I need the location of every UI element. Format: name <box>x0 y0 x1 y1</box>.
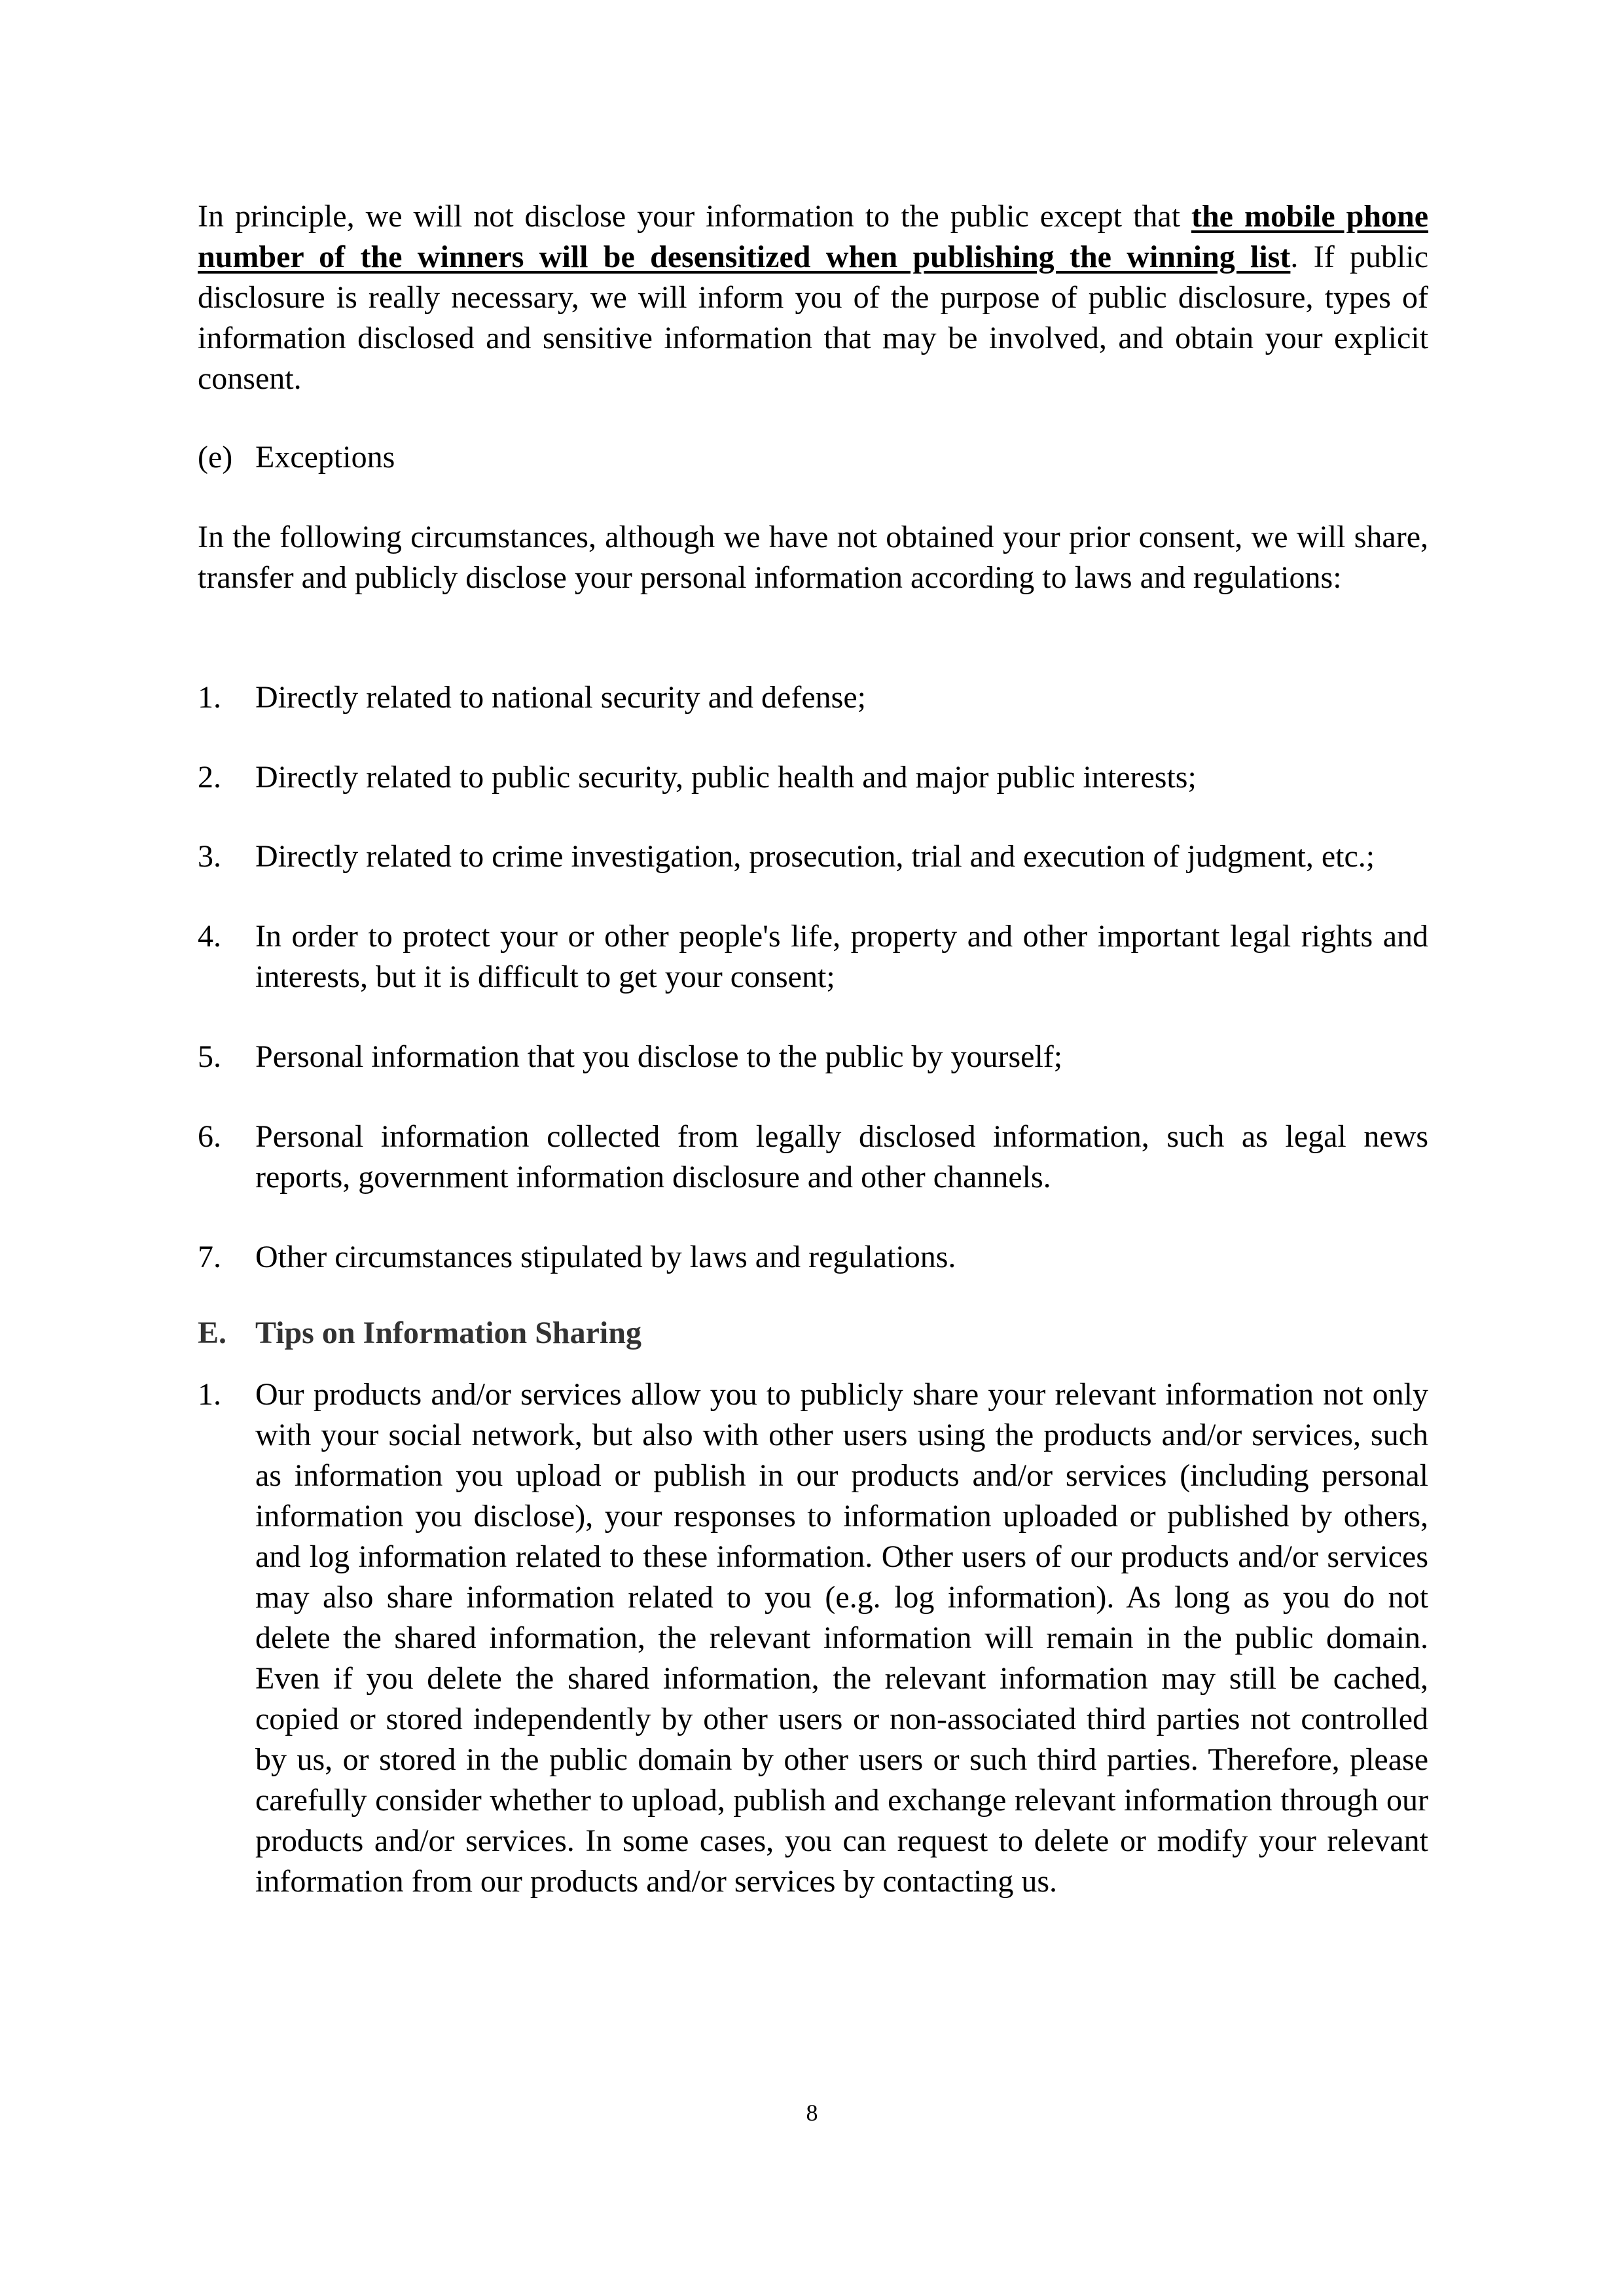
list-item-text: Personal information that you disclose to the public by yourself; <box>255 1039 1063 1074</box>
section-heading-tips <box>198 1313 1428 1354</box>
list-item <box>198 677 1428 718</box>
intro-paragraph <box>198 196 1428 399</box>
list-item <box>198 1037 1428 1077</box>
list-item-number: 6. <box>198 1119 221 1154</box>
list-item-number: 3. <box>198 839 221 874</box>
exceptions-intro-paragraph: In the following circumstances, although we have not obtained your prior consent, we will share, transfer and publicly disclose your personal information according to laws and regulations: <box>198 520 1428 595</box>
list-item-text: Our products and/or services allow you to publicly share your relevant information not only with your social network, but also with other users using the products and/or services, such as information you upload or publish in our products and/or services (including personal information you disclose), your responses to information uploaded or published by others, and log information related to these information. Other users of our products and/or services may also share information related to you (e.g. log information). As long as you do not delete the shared information, the relevant information will remain in the public domain. Even if you delete the shared information, the relevant information may still be cached, copied or stored independently by other users or non-associated third parties not controlled by us, or stored in the public domain by other users or such third parties. Therefore, please carefully consider whether to upload, publish and exchange relevant information through our products and/or services. In some cases, you can request to delete or modify your relevant information from our products and/or services by contacting us. <box>255 1377 1428 1899</box>
list-item <box>198 916 1428 997</box>
intro-text-after: . If public disclosure is really necessary, we will inform you of the purpose of public disclosure, types of information disclosed and sensitive information that may be involved, and obtain your explicit consent. <box>198 240 1429 396</box>
exceptions-subheading <box>198 437 1428 478</box>
intro-text-before: In principle, we will not disclose your information to the public except that <box>198 199 1191 234</box>
list-item <box>198 836 1428 877</box>
list-item-number: 7. <box>198 1240 221 1274</box>
subheading-marker: (e) <box>198 440 233 475</box>
subheading-title: Exceptions <box>255 440 395 475</box>
list-item-text: Directly related to national security and defense; <box>255 680 866 715</box>
list-item-text: Other circumstances stipulated by laws and regulations. <box>255 1240 956 1274</box>
section-heading-title: Tips on Information Sharing <box>255 1316 641 1350</box>
list-item <box>198 1237 1428 1278</box>
list-item-number: 2. <box>198 760 221 795</box>
list-item-number: 1. <box>198 680 221 715</box>
list-item-text: Directly related to public security, public health and major public interests; <box>255 760 1197 795</box>
list-item <box>198 1374 1428 1902</box>
list-item-text: In order to protect your or other people's life, property and other important legal rights and interests, but it is difficult to get your consent; <box>255 919 1428 994</box>
list-item-text: Directly related to crime investigation, prosecution, trial and execution of judgment, etc.; <box>255 839 1375 874</box>
page-number: 8 <box>806 2100 818 2126</box>
list-item <box>198 1117 1428 1198</box>
list-item-number: 4. <box>198 919 221 954</box>
list-item-number: 1. <box>198 1377 221 1412</box>
list-item <box>198 757 1428 798</box>
list-item-text: Personal information collected from legally disclosed information, such as legal news reports, government information disclosure and other channels. <box>255 1119 1428 1194</box>
section-heading-marker: E. <box>198 1316 227 1350</box>
list-item-number: 5. <box>198 1039 221 1074</box>
emphasized-underlined-text: the mobile phone number of the winners will be desensitized when publishing the winning list <box>198 199 1429 274</box>
